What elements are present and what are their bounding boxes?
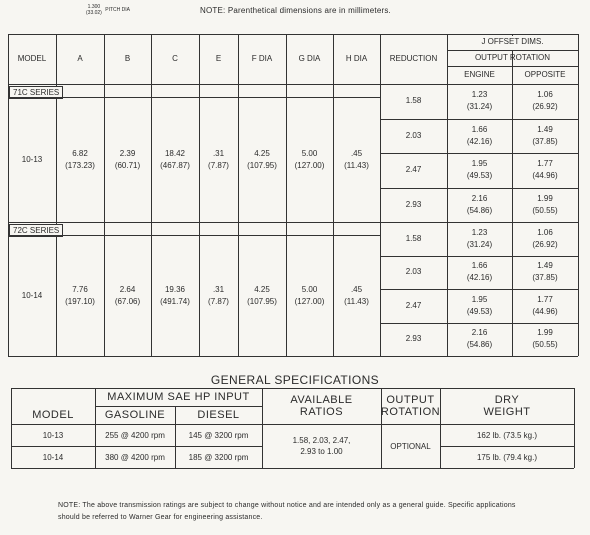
engine-offset — [447, 84, 512, 119]
dim-f-text: 4.25 — [254, 148, 270, 158]
engine-offset-text: (54.86) — [466, 340, 493, 350]
dim-e-text: .31 — [212, 148, 225, 158]
reduction-value — [380, 323, 447, 357]
dim-h-text: .45 — [350, 284, 363, 294]
opposite-offset — [512, 188, 578, 223]
gen-gasoline — [95, 446, 175, 468]
gen-header-diesel — [175, 406, 262, 424]
dim-g-text: 5.00 — [301, 284, 318, 294]
opposite-offset-text: 1.77 — [537, 294, 553, 304]
gen-header-ratios-text: RATIOS — [299, 406, 344, 418]
engine-offset — [447, 188, 512, 223]
reduction-value — [380, 222, 447, 256]
opposite-offset-text: (50.55) — [532, 205, 558, 215]
dim-f — [238, 97, 286, 222]
dim-a-text: (197.10) — [65, 296, 95, 306]
gen-header-weight-text: WEIGHT — [483, 406, 531, 418]
dim-h-text: (11.43) — [344, 160, 369, 170]
engine-offset-text: (42.16) — [466, 136, 493, 146]
gen-weight-text: 162 lb. (73.5 kg.) — [476, 430, 538, 440]
reduction-value-text: 1.58 — [405, 233, 422, 243]
dim-c-text: 18.42 — [164, 148, 186, 158]
reduction-value-text: 2.47 — [405, 165, 422, 175]
opposite-offset — [512, 256, 578, 290]
millimeter-note: NOTE: Parenthetical dimensions are in millimeters. — [200, 6, 391, 15]
opposite-offset — [512, 84, 578, 119]
opposite-offset-text: 1.49 — [537, 124, 553, 134]
gen-weight — [440, 446, 574, 468]
header-e-text: E — [215, 54, 222, 63]
gen-diesel — [175, 446, 262, 468]
opposite-offset-text: 1.99 — [537, 328, 553, 338]
opposite-offset-text: 1.77 — [537, 159, 553, 169]
dim-e-text: .31 — [212, 284, 225, 294]
header-c — [151, 34, 199, 84]
dim-h — [333, 235, 380, 356]
gen-gasoline-text: 255 @ 4200 rpm — [105, 430, 165, 440]
reduction-value — [380, 289, 447, 323]
engine-offset-text: (31.24) — [466, 102, 493, 112]
dim-f-text: (107.95) — [247, 296, 277, 306]
model-value-text: 10-13 — [21, 154, 43, 164]
gen-gasoline — [95, 424, 175, 446]
gen-header-weight — [440, 388, 574, 424]
dim-f — [238, 235, 286, 356]
opposite-offset-text: (26.92) — [532, 102, 558, 112]
reduction-value-text: 1.58 — [405, 96, 422, 106]
header-opposite — [512, 66, 578, 84]
opposite-offset-text: 1.06 — [537, 227, 553, 237]
dim-c-text: 19.36 — [164, 284, 186, 294]
gen-rotation — [381, 424, 440, 468]
reduction-value — [380, 188, 447, 223]
dim-c-text: (491.74) — [160, 296, 190, 306]
gen-rotation-text: OPTIONAL — [390, 441, 431, 451]
header-output-rotation — [447, 50, 578, 66]
header-b-text: B — [124, 54, 131, 63]
engine-offset-text: (49.53) — [466, 306, 493, 316]
dim-e-text: (7.87) — [208, 160, 229, 170]
opposite-offset — [512, 119, 578, 154]
dim-b-text: 2.39 — [119, 148, 136, 158]
reduction-value — [380, 84, 447, 119]
dim-c — [151, 97, 199, 222]
opposite-offset-text: (26.92) — [532, 239, 558, 249]
engine-offset-text: 2.16 — [471, 193, 488, 203]
gen-header-model — [11, 406, 95, 424]
pitch-text: PITCH DIA — [105, 7, 130, 14]
dim-f-text: (107.95) — [247, 160, 277, 170]
engine-offset — [447, 222, 512, 256]
dim-e — [199, 235, 238, 356]
header-reduction — [380, 34, 447, 84]
dim-a-text: 6.82 — [72, 148, 88, 158]
pitch-mm: (33.02) — [86, 10, 102, 17]
opposite-offset-text: 1.49 — [537, 261, 553, 271]
engine-offset-text: 1.95 — [471, 294, 488, 304]
model-value-text: 10-14 — [21, 290, 43, 300]
dim-c — [151, 235, 199, 356]
gen-header-diesel-text: DIESEL — [197, 409, 240, 421]
engine-offset-text: (49.53) — [466, 171, 493, 181]
header-engine — [447, 66, 512, 84]
opposite-offset — [512, 289, 578, 323]
model-value — [8, 97, 56, 222]
dim-g — [286, 235, 333, 356]
header-reduction-text: REDUCTION — [389, 54, 438, 63]
gen-weight-text: 175 lb. (79.4 kg.) — [476, 452, 538, 462]
gen-header-rotation-text: OUTPUT — [386, 394, 435, 406]
gen-header-max-sae-text: MAXIMUM SAE HP INPUT — [107, 391, 250, 403]
header-engine-text: ENGINE — [464, 70, 495, 79]
opposite-offset-text: (44.96) — [532, 171, 558, 181]
engine-offset-text: 1.23 — [471, 227, 488, 237]
gen-header-max-sae — [95, 388, 262, 406]
dim-e-text: (7.87) — [208, 296, 229, 306]
header-opposite-text: OPPOSITE — [524, 70, 566, 79]
gen-model-text: 10-14 — [42, 452, 64, 462]
reduction-value-text: 2.47 — [405, 300, 422, 310]
header-g — [286, 34, 333, 84]
opposite-offset — [512, 153, 578, 188]
header-h-text: H DIA — [345, 54, 368, 63]
dim-b — [104, 235, 151, 356]
dim-a-text: 7.76 — [72, 284, 88, 294]
gen-diesel-text: 185 @ 3200 rpm — [188, 452, 249, 462]
opposite-offset-text: 1.06 — [537, 90, 553, 100]
engine-offset-text: 2.16 — [471, 328, 488, 338]
header-h — [333, 34, 380, 84]
gen-header-gasoline-text: GASOLINE — [104, 409, 166, 421]
gen-header-rotation-text: ROTATION — [380, 406, 441, 418]
opposite-offset-text: (50.55) — [532, 340, 558, 350]
engine-offset — [447, 256, 512, 290]
engine-offset-text: 1.95 — [471, 159, 488, 169]
engine-offset — [447, 323, 512, 357]
gen-header-ratios-text: AVAILABLE — [290, 394, 353, 406]
header-a — [56, 34, 104, 84]
opposite-offset-text: (44.96) — [532, 306, 558, 316]
gen-header-weight-text: DRY — [494, 394, 520, 406]
opposite-offset-text: (37.85) — [532, 136, 558, 146]
dim-g-text: 5.00 — [301, 148, 318, 158]
header-f-text: F DIA — [251, 54, 273, 63]
gen-header-rotation — [381, 388, 440, 424]
reduction-value — [380, 153, 447, 188]
dim-f-text: 4.25 — [254, 284, 270, 294]
dim-c-text: (467.87) — [160, 160, 190, 170]
opposite-offset — [512, 222, 578, 256]
dim-h-text: (11.43) — [344, 296, 369, 306]
gen-header-gasoline — [95, 406, 175, 424]
dim-h — [333, 97, 380, 222]
gen-model — [11, 424, 95, 446]
dim-a — [56, 97, 104, 222]
header-j-offset — [447, 34, 578, 50]
model-value — [8, 235, 56, 356]
pitch-num: 1.300 — [87, 4, 101, 10]
gen-weight — [440, 424, 574, 446]
reduction-value-text: 2.03 — [405, 267, 422, 277]
gen-ratios-text: 1.58, 2.03, 2.47, — [292, 436, 351, 445]
engine-offset-text: 1.66 — [471, 124, 488, 134]
header-a-text: A — [77, 54, 83, 63]
header-e — [199, 34, 238, 84]
dim-b — [104, 97, 151, 222]
header-c-text: C — [172, 54, 178, 63]
gen-diesel-text: 145 @ 3200 rpm — [188, 430, 249, 440]
dim-a-text: (173.23) — [65, 160, 95, 170]
footer-note: NOTE: The above transmission ratings are subject to change without notice and are intended only as a general guide. Specific applications should be referred to Warner Gear for engineering assistance. — [58, 502, 516, 521]
gen-header-model-text: MODEL — [32, 409, 74, 421]
gen-model — [11, 446, 95, 468]
dim-e — [199, 97, 238, 222]
opposite-offset — [512, 323, 578, 357]
dim-b-text: 2.64 — [119, 284, 136, 294]
engine-offset-text: (42.16) — [466, 273, 493, 283]
reduction-value-text: 2.03 — [405, 130, 422, 140]
dim-g-text: (127.00) — [294, 296, 325, 306]
gen-ratios-text: 2.93 to 1.00 — [300, 447, 343, 456]
header-b — [104, 34, 151, 84]
dim-b-text: (67.06) — [114, 296, 141, 306]
gen-header-ratios — [262, 388, 381, 424]
gen-gasoline-text: 380 @ 4200 rpm — [105, 452, 165, 462]
engine-offset — [447, 289, 512, 323]
general-spec-title: GENERAL SPECIFICATIONS — [210, 373, 380, 387]
series-label: 72C SERIES — [9, 224, 63, 237]
gen-diesel — [175, 424, 262, 446]
header-output-rotation-text: OUTPUT ROTATION — [474, 53, 551, 62]
reduction-value-text: 2.93 — [405, 334, 422, 344]
dim-h-text: .45 — [350, 148, 363, 158]
reduction-value-text: 2.93 — [405, 199, 422, 209]
reduction-value — [380, 119, 447, 154]
header-model — [8, 34, 56, 84]
header-j-offset-text: J OFFSET DIMS. — [481, 37, 544, 46]
engine-offset-text: 1.23 — [471, 90, 488, 100]
gen-ratios — [262, 424, 381, 468]
gen-model-text: 10-13 — [42, 430, 64, 440]
engine-offset-text: (54.86) — [466, 205, 493, 215]
header-model-text: MODEL — [17, 54, 47, 63]
dim-b-text: (60.71) — [114, 160, 141, 170]
opposite-offset-text: (37.85) — [532, 273, 558, 283]
engine-offset — [447, 153, 512, 188]
dim-g — [286, 97, 333, 222]
header-g-text: G DIA — [298, 54, 321, 63]
header-f — [238, 34, 286, 84]
engine-offset-text: (31.24) — [466, 239, 493, 249]
series-label: 71C SERIES — [9, 86, 63, 99]
opposite-offset-text: 1.99 — [537, 193, 553, 203]
engine-offset — [447, 119, 512, 154]
dim-g-text: (127.00) — [294, 160, 325, 170]
reduction-value — [380, 256, 447, 290]
dim-a — [56, 235, 104, 356]
engine-offset-text: 1.66 — [471, 261, 488, 271]
